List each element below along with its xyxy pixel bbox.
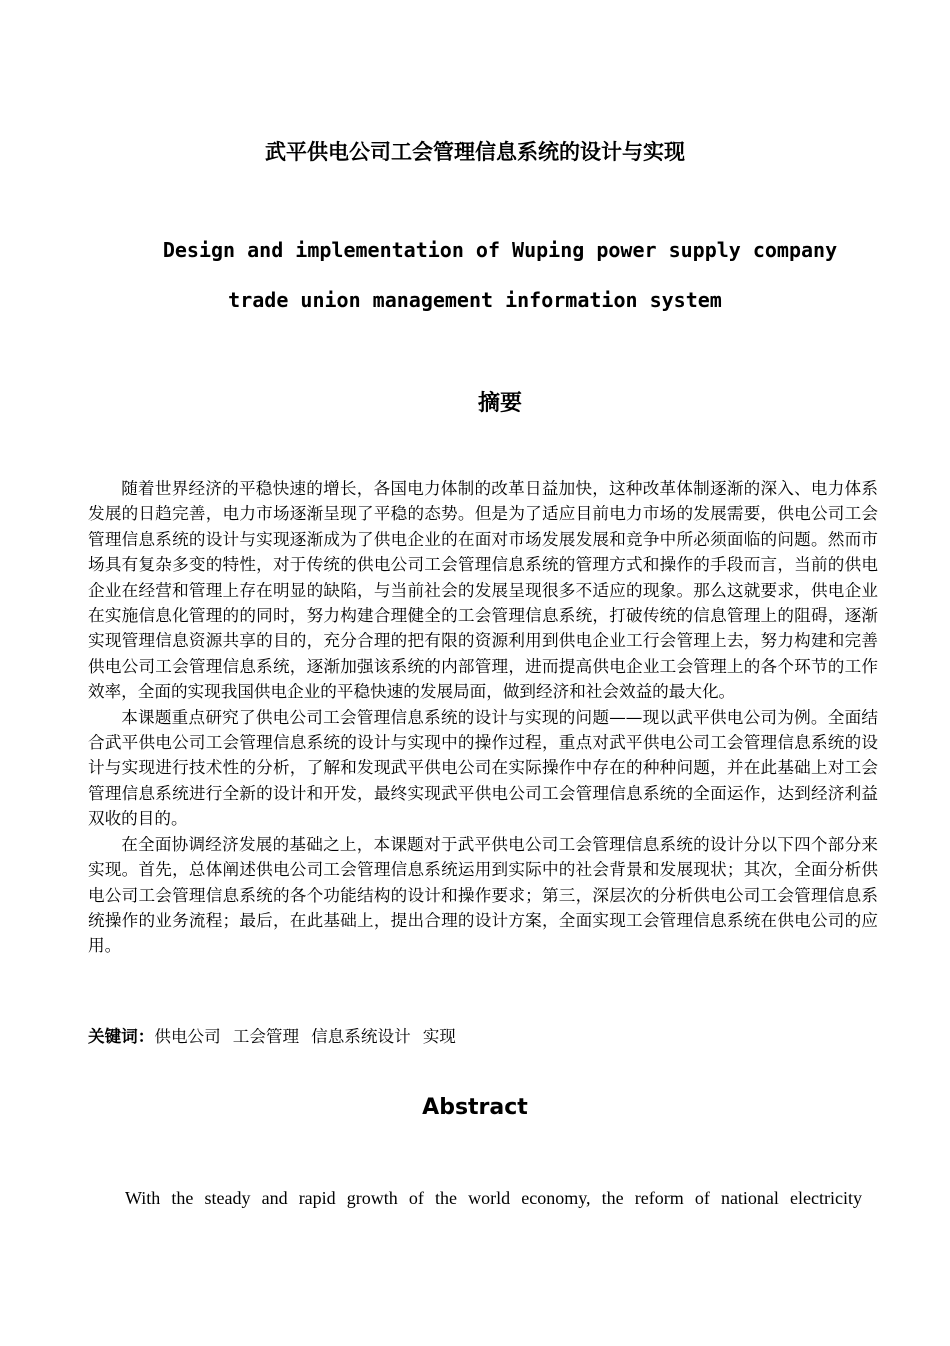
keyword-item: 供电公司 <box>154 1027 221 1046</box>
keyword-item: 实现 <box>422 1027 456 1046</box>
english-title-line-1: Design and implementation of Wuping power supply company <box>162 238 838 262</box>
abstract-paragraph-1: 随着世界经济的平稳快速的增长，各国电力体制的改革日益加快，这种改革体制逐渐的深入、电力体系发展的日趋完善，电力市场逐渐呈现了平稳的态势。但是为了适应目前电力市场的发展需要，供电公司工会管理信息系统的设计与实现逐渐成为了供电企业的在面对市场发展发展和竞争中所必须面临的问题。然而市场具有复杂多变的特性，对于传统的供电公司工会管理信息系统的管理方式和操作的手段而言，当前的供电企业在经营和管理上存在明显的缺陷，与当前社会的发展呈现很多不适应的现象。那么这就要求，供电企业在实施信息化管理的的同时，努力构建合理健全的工会管理信息系统，打破传统的信息管理上的阻碍，逐渐实现管理信息资源共享的目的，充分合理的把有限的资源利用到供电企业工行会管理上去，努力构建和完善供电公司工会管理信息系统，逐渐加强该系统的内部管理，进而提高供电企业工会管理上的各个环节的工作效率，全面的实现我国供电企业的平稳快速的发展局面，做到经济和社会效益的最大化。 <box>88 479 878 702</box>
keyword-item: 工会管理 <box>232 1027 300 1046</box>
abstract-paragraph-2: 本课题重点研究了供电公司工会管理信息系统的设计与实现的问题——现以武平供电公司为例。全面结合武平供电公司工会管理信息系统的设计与实现中的操作过程，重点对武平供电公司工会管理信息系统的设计与实现进行技术性的分析，了解和发现武平供电公司在实际操作中存在的种种问题，并在此基础上对工会管理信息系统进行全新的设计和开发，最终实现武平供电公司工会管理信息系统的全面运作，达到经济利益双收的目的。 <box>88 707 878 829</box>
english-title-line-2: trade union management information system <box>228 288 722 312</box>
keywords-line <box>88 1024 468 1049</box>
english-abstract-heading: Abstract <box>422 1095 528 1120</box>
english-abstract-first-line: With the steady and rapid growth of the world economy, the reform of national electricity <box>125 1188 862 1208</box>
chinese-abstract-body <box>88 476 878 959</box>
keyword-item: 信息系统设计 <box>311 1027 411 1046</box>
abstract-paragraph-3: 在全面协调经济发展的基础之上，本课题对于武平供电公司工会管理信息系统的设计分以下四个部分来实现。首先，总体阐述供电公司工会管理信息系统运用到实际中的社会背景和发展现状；其次，全面分析供电公司工会管理信息系统的各个功能结构的设计和操作要求；第三，深层次的分析供电公司工会管理信息系统操作的业务流程；最后，在此基础上，提出合理的设计方案，全面实现工会管理信息系统在供电公司的应用。 <box>88 834 878 956</box>
chinese-abstract-heading: 摘要 <box>477 391 522 416</box>
chinese-title: 武平供电公司工会管理信息系统的设计与实现 <box>265 140 685 164</box>
keywords-label: 关键词： <box>88 1027 155 1046</box>
